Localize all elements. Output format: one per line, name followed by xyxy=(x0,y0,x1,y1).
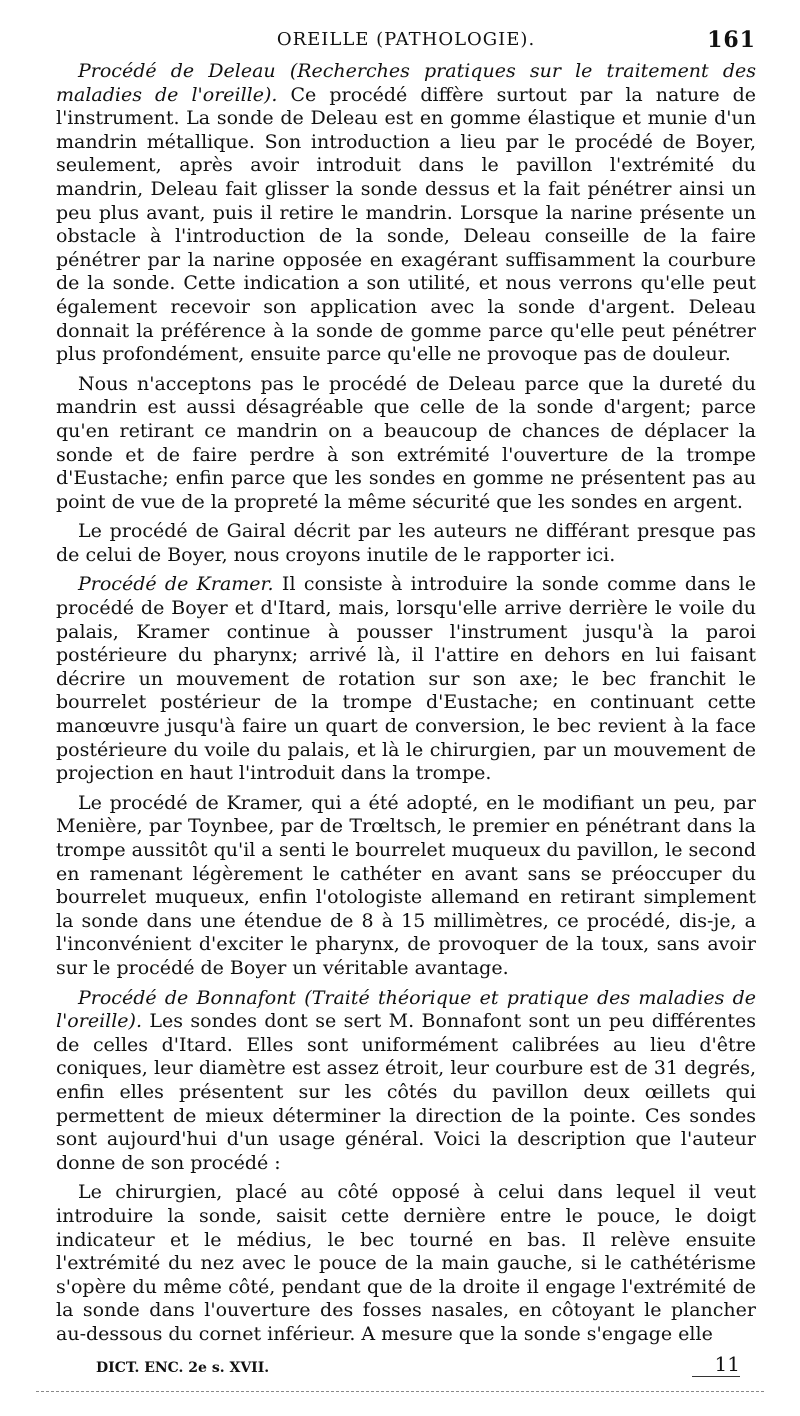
paragraph-text: Le procédé de Gairal décrit par les auteurs ne différant presque pas de celui de Boyer, nous croyons inutile de le rapporter ici. xyxy=(56,520,756,566)
paragraph-lead: Procédé de Deleau (Recherches pratiques sur le traitement des maladies de l'oreille). xyxy=(56,60,756,106)
paragraph-deleau xyxy=(56,60,756,367)
signature-rule xyxy=(692,1376,740,1377)
paragraph-kramer-adoption xyxy=(56,792,756,981)
paragraph-text: Le procédé de Kramer, qui a été adopté, en le modifiant un peu, par Menière, par Toynbee, par de Trœltsch, le premier en pénétrant dans la trompe aussitôt qu'il a senti le bourrelet muqueux du pavillon, le second en ramenant légèrement le cathéter en avant sans se préoccuper du bourrelet muqueux, enfin l'otologiste allemand en retirant simplement la sonde dans une étendue de 8 à 15 millimètres, ce procédé, dis-je, a l'inconvénient d'exciter le pharynx, de provoquer de la toux, sans avoir sur le procédé de Boyer un véritable avantage. xyxy=(56,791,756,979)
signature-mark: 11 xyxy=(714,1352,740,1376)
paragraph-text: Le chirurgien, placé au côté opposé à celui dans lequel il veut introduire la sonde, saisit cette dernière entre le pouce, le doigt indicateur et le médius, le bec tourné en bas. Il relève ensuite l'extrémité du nez avec le pouce de la main gauche, si le cathétérisme s'opère du même côté, pendant que de la droite il engage l'extrémité de la sonde dans l'ouverture des fosses nasales, en côtoyant le plancher au-dessous du cornet inférieur. A mesure que la sonde s'engage elle xyxy=(56,1181,756,1345)
body-text xyxy=(56,60,756,1346)
page-number: 161 xyxy=(707,27,756,53)
paragraph-text: Il consiste à introduire la sonde comme dans le procédé de Boyer et d'Itard, mais, lorsqu'elle arrive derrière le voile du palais, Kramer continue à pousser l'instrument jusqu'à la paroi postérieure du pharynx; arrivé là, il l'attire en dehors en lui faisant décrire un mouvement de rotation sur son axe; le bec franchit le bourrelet postérieur de la trompe d'Eustache; en continuant cette manœuvre jusqu'à faire un quart de conversion, le bec revient à la face postérieure du voile du palais, et là le chirurgien, par un mouvement de projection en haut l'introduit dans la trompe. xyxy=(56,573,756,785)
bottom-divider xyxy=(36,1391,764,1392)
paragraph-text: Ce procédé diffère surtout par la nature de l'instrument. La sonde de Deleau est en gomme élastique et munie d'un mandrin métallique. Son introduction a lieu par le procédé de Boyer, seulement, après avoir introduit dans le pavillon l'extrémité du mandrin, Deleau fait glisser la sonde dessus et la fait pénétrer ainsi un peu plus avant, puis il retire le mandrin. Lorsque la narine présente un obstacle à l'introduction de la sonde, Deleau conseille de la faire pénétrer par la narine opposée en exagérant suffisamment la courbure de la sonde. Cette indication a son utilité, et nous verrons qu'elle peut également recevoir son application avec la sonde d'argent. Deleau donnait la préférence à la sonde de gomme parce qu'elle peut pénétrer plus profondément, ensuite parce qu'elle ne provoque pas de douleur. xyxy=(56,83,757,366)
paragraph-lead: Procédé de Bonnafont (Traité théorique et pratique des maladies de l'oreille). xyxy=(56,986,756,1033)
paragraph-kramer xyxy=(56,573,756,785)
paragraph-text: Nous n'acceptons pas le procédé de Deleau parce que la dureté du mandrin est aussi désagréable que celle de la sonde d'argent; parce qu'en retirant ce mandrin on a beaucoup de chances de déplacer la sonde et de faire perdre à son extrémité l'ouverture de la trompe d'Eustache; enfin parce que les sondes en gomme ne présentent pas au point de vue de la propreté la même sécurité que les sondes en argent. xyxy=(56,372,756,513)
paragraph-lead: Procédé de Kramer. xyxy=(78,573,274,596)
running-head-title: OREILLE (PATHOLOGIE). xyxy=(276,29,536,50)
page-footer xyxy=(96,1352,740,1380)
paragraph-bonnafont xyxy=(56,987,756,1176)
signature-line: DICT. ENC. 2e s. XVII. xyxy=(96,1360,270,1376)
paragraph-text: Les sondes dont se sert M. Bonnafont sont un peu différentes de celles d'Itard. Elles sont uniformément calibrées au lieu d'être coniques, leur diamètre est assez étroit, leur courbure est de 31 degrés, enfin elles présentent sur les côtés du pavillon deux œillets qui permettent de mieux déterminer la direction de la pointe. Ces sondes sont aujourd'hui d'un usage général. Voici la description que l'auteur donne de son procédé : xyxy=(56,1010,756,1174)
paragraph-deleau-critique xyxy=(56,373,756,515)
paragraph-gairal xyxy=(56,520,756,567)
paragraph-bonnafont-method xyxy=(56,1181,756,1346)
running-head xyxy=(56,20,756,60)
